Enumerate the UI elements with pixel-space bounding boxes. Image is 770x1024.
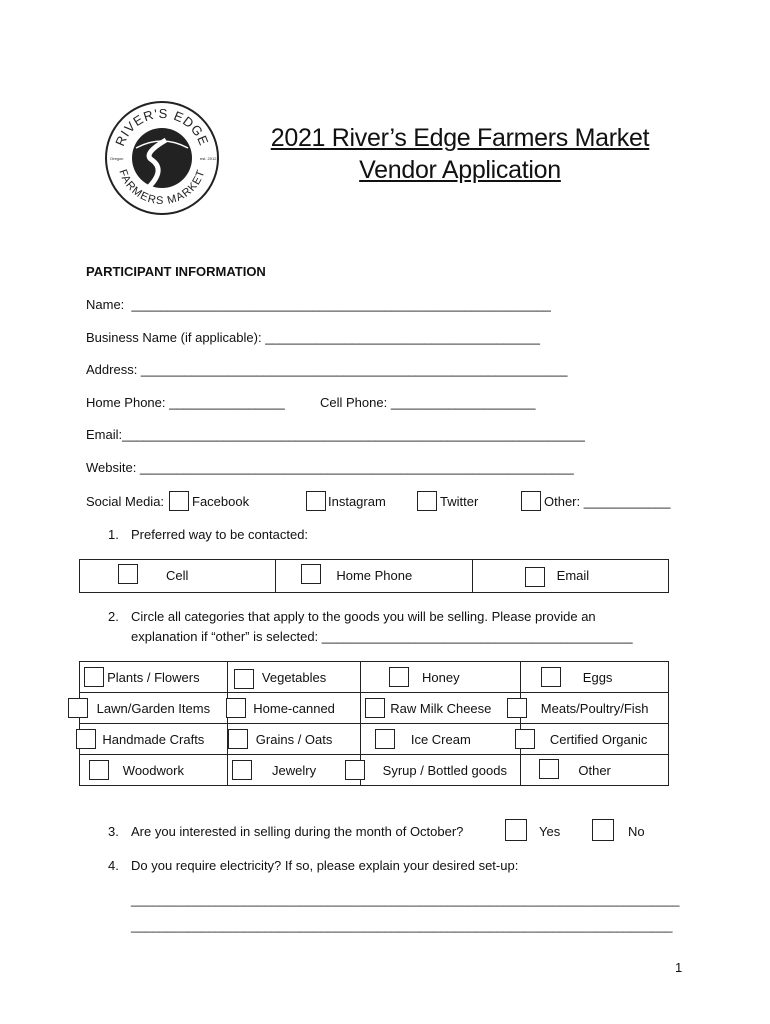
categories-table (79, 661, 669, 786)
business-name-field[interactable]: Business Name (if applicable): ______________________________________ (86, 330, 540, 345)
home-phone-checkbox[interactable] (301, 564, 321, 584)
category-cell[interactable] (361, 755, 521, 786)
logo-bottom-text: FARMERS MARKET (116, 167, 208, 208)
email-label: Email (556, 568, 590, 583)
social-media-label: Social Media: (86, 494, 165, 509)
twitter-checkbox[interactable] (417, 491, 437, 511)
twitter-label: Twitter (440, 494, 479, 509)
category-label: Handmade Crafts (102, 731, 205, 747)
category-label: Eggs (582, 669, 613, 685)
category-checkbox[interactable] (507, 698, 527, 718)
category-cell[interactable] (521, 755, 669, 786)
home-phone-field[interactable]: Home Phone: ________________ (86, 395, 285, 410)
category-label: Honey (422, 669, 460, 685)
name-field[interactable]: Name: __________________________________________________________ (86, 297, 551, 312)
category-label: Jewelry (272, 762, 317, 778)
category-cell[interactable] (80, 755, 228, 786)
category-checkbox[interactable] (541, 667, 561, 687)
address-field[interactable]: Address: ___________________________________________________________ (86, 362, 568, 377)
website-field[interactable]: Website: ____________________________________________________________ (86, 460, 574, 475)
category-label: Other (578, 762, 611, 778)
contact-options-table (79, 559, 669, 593)
category-checkbox[interactable] (89, 760, 109, 780)
question-number: 3. (108, 824, 119, 839)
page-number: 1 (675, 960, 683, 975)
category-checkbox[interactable] (515, 729, 535, 749)
category-label: Plants / Flowers (107, 669, 200, 685)
cell-phone-field[interactable]: Cell Phone: ____________________ (320, 395, 536, 410)
facebook-label: Facebook (192, 494, 250, 509)
category-cell[interactable] (361, 693, 521, 724)
home-phone-label: Home Phone (336, 568, 413, 583)
category-cell[interactable] (80, 724, 228, 755)
category-cell[interactable] (80, 693, 228, 724)
category-checkbox[interactable] (375, 729, 395, 749)
category-checkbox[interactable] (226, 698, 246, 718)
question-2-text-line1: Circle all categories that apply to the goods you will be selling. Please provide an (131, 609, 596, 624)
category-label: Syrup / Bottled goods (382, 762, 507, 778)
question-number: 2. (108, 609, 119, 624)
category-checkbox[interactable] (389, 667, 409, 687)
contact-home-phone-option[interactable] (276, 560, 472, 593)
category-label: Ice Cream (410, 731, 471, 747)
email-field[interactable]: Email:________________________________________________________________ (86, 427, 585, 442)
category-label: Lawn/Garden Items (96, 700, 211, 716)
category-checkbox[interactable] (539, 759, 559, 779)
category-checkbox[interactable] (84, 667, 104, 687)
cell-label: Cell (166, 568, 189, 583)
instagram-checkbox[interactable] (306, 491, 326, 511)
section-heading: PARTICIPANT INFORMATION (86, 264, 266, 279)
email-checkbox[interactable] (525, 567, 545, 587)
category-checkbox[interactable] (76, 729, 96, 749)
category-cell[interactable] (227, 693, 361, 724)
logo-top-text: RIVER'S EDGE (112, 105, 212, 149)
page-subtitle: Vendor Application (359, 156, 561, 184)
question-3-text: Are you interested in selling during the month of October? (131, 824, 464, 839)
electricity-answer-line[interactable]: _____________________________________________________________________________ (131, 918, 673, 933)
logo-right-text: est. 2012 (200, 156, 217, 161)
category-label: Grains / Oats (255, 731, 333, 747)
question-4-text: Do you require electricity? If so, please explain your desired set-up: (131, 858, 519, 873)
category-label: Woodwork (122, 762, 184, 778)
yes-checkbox[interactable] (505, 819, 527, 841)
category-label: Meats/Poultry/Fish (540, 700, 649, 716)
question-number: 4. (108, 858, 119, 873)
category-label: Vegetables (261, 669, 327, 685)
category-checkbox[interactable] (365, 698, 385, 718)
no-checkbox[interactable] (592, 819, 614, 841)
category-checkbox[interactable] (345, 760, 365, 780)
yes-label: Yes (539, 824, 561, 839)
category-cell[interactable] (361, 662, 521, 693)
facebook-checkbox[interactable] (169, 491, 189, 511)
other-social-label: Other: ____________ (544, 494, 671, 509)
category-label: Home-canned (253, 700, 335, 716)
category-label: Certified Organic (549, 731, 648, 747)
contact-email-option[interactable] (472, 560, 668, 593)
category-cell[interactable] (227, 755, 361, 786)
category-cell[interactable] (227, 724, 361, 755)
page-title: 2021 River’s Edge Farmers Market (270, 124, 650, 152)
category-checkbox[interactable] (234, 669, 254, 689)
category-cell[interactable] (521, 724, 669, 755)
category-checkbox[interactable] (228, 729, 248, 749)
logo-left-text: Oregon (110, 156, 124, 161)
contact-cell-option[interactable] (80, 560, 276, 593)
category-cell[interactable] (521, 693, 669, 724)
question-2-text-line2[interactable]: explanation if “other” is selected: ___________________________________________ (131, 629, 633, 644)
category-checkbox[interactable] (232, 760, 252, 780)
other-social-checkbox[interactable] (521, 491, 541, 511)
question-number: 1. (108, 527, 119, 542)
question-1-text: Preferred way to be contacted: (131, 527, 309, 542)
instagram-label: Instagram (328, 494, 386, 509)
electricity-answer-line[interactable]: ______________________________________________________________________________ (131, 892, 680, 907)
category-label: Raw Milk Cheese (390, 700, 492, 716)
category-cell[interactable] (361, 724, 521, 755)
no-label: No (628, 824, 645, 839)
category-cell[interactable] (80, 662, 228, 693)
category-cell[interactable] (227, 662, 361, 693)
cell-checkbox[interactable] (118, 564, 138, 584)
category-checkbox[interactable] (68, 698, 88, 718)
market-logo (104, 100, 220, 216)
category-cell[interactable] (521, 662, 669, 693)
